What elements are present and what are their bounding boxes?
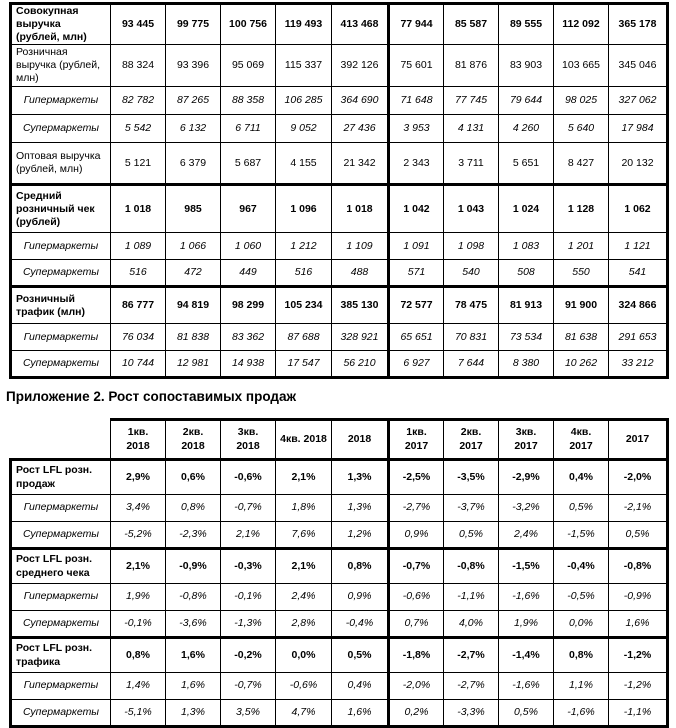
value-cell: 472 bbox=[166, 260, 221, 287]
value-cell: -2,3% bbox=[166, 522, 221, 549]
value-cell: 541 bbox=[609, 260, 668, 287]
table-row bbox=[11, 260, 668, 287]
value-cell: -3,3% bbox=[444, 700, 499, 727]
value-cell: 327 062 bbox=[609, 87, 668, 115]
value-cell: -1,6% bbox=[499, 673, 554, 700]
table-row bbox=[11, 185, 668, 233]
value-cell: 4 260 bbox=[499, 115, 554, 143]
value-cell: 98 025 bbox=[554, 87, 609, 115]
value-cell: 2,1% bbox=[276, 549, 332, 584]
value-cell: 1,3% bbox=[332, 460, 389, 495]
value-cell: -2,9% bbox=[499, 460, 554, 495]
value-cell: 0,9% bbox=[389, 522, 444, 549]
value-cell: -1,4% bbox=[499, 638, 554, 673]
value-cell: 4 155 bbox=[276, 143, 332, 185]
value-cell: 82 782 bbox=[111, 87, 166, 115]
value-cell: 9 052 bbox=[276, 115, 332, 143]
value-cell: -3,2% bbox=[499, 495, 554, 522]
value-cell: 345 046 bbox=[609, 45, 668, 87]
operating-results-table bbox=[9, 2, 669, 379]
value-cell: -0,2% bbox=[221, 638, 276, 673]
value-cell: 1 089 bbox=[111, 233, 166, 260]
value-cell: 1 042 bbox=[389, 185, 444, 233]
value-cell: 77 944 bbox=[389, 4, 444, 45]
value-cell: -2,7% bbox=[444, 673, 499, 700]
value-cell: -1,2% bbox=[609, 638, 668, 673]
value-cell: 21 342 bbox=[332, 143, 389, 185]
column-header: 1кв. 2017 bbox=[389, 420, 444, 460]
value-cell: -0,4% bbox=[554, 549, 609, 584]
value-cell: 7,6% bbox=[276, 522, 332, 549]
table-header-row bbox=[11, 420, 668, 460]
value-cell: 10 262 bbox=[554, 351, 609, 378]
value-cell: -1,6% bbox=[554, 700, 609, 727]
value-cell: 1 128 bbox=[554, 185, 609, 233]
column-header: 2018 bbox=[332, 420, 389, 460]
value-cell: -2,0% bbox=[389, 673, 444, 700]
value-cell: -0,6% bbox=[389, 584, 444, 611]
value-cell: -0,3% bbox=[221, 549, 276, 584]
value-cell: 93 396 bbox=[166, 45, 221, 87]
value-cell: -1,5% bbox=[499, 549, 554, 584]
value-cell: 2,4% bbox=[276, 584, 332, 611]
value-cell: -1,1% bbox=[609, 700, 668, 727]
table-row bbox=[11, 351, 668, 378]
column-header: 3кв. 2018 bbox=[221, 420, 276, 460]
table-row bbox=[11, 584, 668, 611]
value-cell: 1,9% bbox=[111, 584, 166, 611]
value-cell: 550 bbox=[554, 260, 609, 287]
value-cell: 328 921 bbox=[332, 324, 389, 351]
value-cell: -0,5% bbox=[554, 584, 609, 611]
value-cell: 6 132 bbox=[166, 115, 221, 143]
value-cell: -3,5% bbox=[444, 460, 499, 495]
value-cell: 115 337 bbox=[276, 45, 332, 87]
value-cell: 3,4% bbox=[111, 495, 166, 522]
value-cell: 12 981 bbox=[166, 351, 221, 378]
value-cell: 1 083 bbox=[499, 233, 554, 260]
value-cell: -5,1% bbox=[111, 700, 166, 727]
value-cell: 1,4% bbox=[111, 673, 166, 700]
value-cell: 1,9% bbox=[499, 611, 554, 638]
column-header: 4кв. 2017 bbox=[554, 420, 609, 460]
row-label: Супермаркеты bbox=[11, 700, 111, 727]
row-label: Гипермаркеты bbox=[11, 87, 111, 115]
value-cell: -0,6% bbox=[276, 673, 332, 700]
table-row bbox=[11, 324, 668, 351]
value-cell: 86 777 bbox=[111, 287, 166, 324]
value-cell: 103 665 bbox=[554, 45, 609, 87]
value-cell: -1,8% bbox=[389, 638, 444, 673]
table-row bbox=[11, 45, 668, 87]
value-cell: 2,1% bbox=[111, 549, 166, 584]
value-cell: 0,2% bbox=[389, 700, 444, 727]
value-cell: 0,8% bbox=[166, 495, 221, 522]
value-cell: 27 436 bbox=[332, 115, 389, 143]
value-cell: 488 bbox=[332, 260, 389, 287]
value-cell: -2,7% bbox=[444, 638, 499, 673]
value-cell: 5 687 bbox=[221, 143, 276, 185]
value-cell: 508 bbox=[499, 260, 554, 287]
value-cell: 1 096 bbox=[276, 185, 332, 233]
row-label: Супермаркеты bbox=[11, 522, 111, 549]
value-cell: 571 bbox=[389, 260, 444, 287]
value-cell: 392 126 bbox=[332, 45, 389, 87]
row-label: Рост LFL розн. среднего чека bbox=[11, 549, 111, 584]
table-row bbox=[11, 115, 668, 143]
value-cell: 1 066 bbox=[166, 233, 221, 260]
value-cell: -2,1% bbox=[609, 495, 668, 522]
value-cell: 0,6% bbox=[166, 460, 221, 495]
value-cell: 0,0% bbox=[554, 611, 609, 638]
value-cell: 6 711 bbox=[221, 115, 276, 143]
row-label: Рост LFL розн. трафика bbox=[11, 638, 111, 673]
value-cell: -0,8% bbox=[166, 584, 221, 611]
value-cell: 4 131 bbox=[444, 115, 499, 143]
value-cell: -0,6% bbox=[221, 460, 276, 495]
value-cell: 70 831 bbox=[444, 324, 499, 351]
value-cell: 87 265 bbox=[166, 87, 221, 115]
row-label: Гипермаркеты bbox=[11, 673, 111, 700]
table-row bbox=[11, 495, 668, 522]
value-cell: -1,1% bbox=[444, 584, 499, 611]
value-cell: -0,8% bbox=[609, 549, 668, 584]
value-cell: 3 711 bbox=[444, 143, 499, 185]
value-cell: 8 380 bbox=[499, 351, 554, 378]
column-header: 2017 bbox=[609, 420, 668, 460]
value-cell: 0,4% bbox=[554, 460, 609, 495]
value-cell: 4,7% bbox=[276, 700, 332, 727]
value-cell: 385 130 bbox=[332, 287, 389, 324]
table-row bbox=[11, 673, 668, 700]
value-cell: 20 132 bbox=[609, 143, 668, 185]
value-cell: 75 601 bbox=[389, 45, 444, 87]
value-cell: 95 069 bbox=[221, 45, 276, 87]
table-row bbox=[11, 611, 668, 638]
appendix-2-heading: Приложение 2. Рост сопоставимых продаж bbox=[6, 389, 297, 404]
value-cell: 73 534 bbox=[499, 324, 554, 351]
value-cell: 1 109 bbox=[332, 233, 389, 260]
row-label: Супермаркеты bbox=[11, 351, 111, 378]
value-cell: -0,9% bbox=[166, 549, 221, 584]
table-row bbox=[11, 87, 668, 115]
value-cell: 1,2% bbox=[332, 522, 389, 549]
table-row bbox=[11, 638, 668, 673]
value-cell: 0,8% bbox=[332, 549, 389, 584]
table-row bbox=[11, 143, 668, 185]
value-cell: 985 bbox=[166, 185, 221, 233]
table-row bbox=[11, 522, 668, 549]
value-cell: 88 324 bbox=[111, 45, 166, 87]
value-cell: 516 bbox=[111, 260, 166, 287]
column-header: 4кв. 2018 bbox=[276, 420, 332, 460]
value-cell: 100 756 bbox=[221, 4, 276, 45]
value-cell: 71 648 bbox=[389, 87, 444, 115]
value-cell: 1 121 bbox=[609, 233, 668, 260]
value-cell: -0,7% bbox=[389, 549, 444, 584]
value-cell: -5,2% bbox=[111, 522, 166, 549]
value-cell: 3 953 bbox=[389, 115, 444, 143]
row-label: Гипермаркеты bbox=[11, 324, 111, 351]
value-cell: -1,2% bbox=[609, 673, 668, 700]
row-label: Гипермаркеты bbox=[11, 495, 111, 522]
value-cell: 2,1% bbox=[276, 460, 332, 495]
value-cell: 17 984 bbox=[609, 115, 668, 143]
column-header: 1кв. 2018 bbox=[111, 420, 166, 460]
value-cell: -3,7% bbox=[444, 495, 499, 522]
row-label: Розничный трафик (млн) bbox=[11, 287, 111, 324]
value-cell: 0,4% bbox=[332, 673, 389, 700]
value-cell: 0,7% bbox=[389, 611, 444, 638]
value-cell: 1 062 bbox=[609, 185, 668, 233]
value-cell: 1,6% bbox=[166, 638, 221, 673]
value-cell: 0,5% bbox=[609, 522, 668, 549]
row-label: Гипермаркеты bbox=[11, 584, 111, 611]
value-cell: 0,5% bbox=[444, 522, 499, 549]
value-cell: -2,7% bbox=[389, 495, 444, 522]
header-empty-cell bbox=[11, 420, 111, 460]
value-cell: 1 091 bbox=[389, 233, 444, 260]
value-cell: 0,0% bbox=[276, 638, 332, 673]
value-cell: 81 838 bbox=[166, 324, 221, 351]
table-row bbox=[11, 287, 668, 324]
lfl-sales-table bbox=[9, 418, 669, 728]
value-cell: 540 bbox=[444, 260, 499, 287]
value-cell: 106 285 bbox=[276, 87, 332, 115]
value-cell: 0,9% bbox=[332, 584, 389, 611]
table-row bbox=[11, 549, 668, 584]
row-label: Совокупная выручка (рублей, млн) bbox=[11, 4, 111, 45]
value-cell: 0,8% bbox=[554, 638, 609, 673]
value-cell: -3,6% bbox=[166, 611, 221, 638]
value-cell: 1 018 bbox=[111, 185, 166, 233]
table-row bbox=[11, 700, 668, 727]
value-cell: 2,8% bbox=[276, 611, 332, 638]
value-cell: 112 092 bbox=[554, 4, 609, 45]
row-label: Рост LFL розн. продаж bbox=[11, 460, 111, 495]
value-cell: -0,8% bbox=[444, 549, 499, 584]
value-cell: 85 587 bbox=[444, 4, 499, 45]
row-label: Средний розничный чек (рублей) bbox=[11, 185, 111, 233]
value-cell: 65 651 bbox=[389, 324, 444, 351]
value-cell: -0,1% bbox=[111, 611, 166, 638]
value-cell: 91 900 bbox=[554, 287, 609, 324]
value-cell: -1,3% bbox=[221, 611, 276, 638]
value-cell: 1,3% bbox=[166, 700, 221, 727]
value-cell: 2,1% bbox=[221, 522, 276, 549]
value-cell: 364 690 bbox=[332, 87, 389, 115]
value-cell: 0,5% bbox=[499, 700, 554, 727]
value-cell: 0,5% bbox=[332, 638, 389, 673]
row-label: Супермаркеты bbox=[11, 115, 111, 143]
value-cell: 2,4% bbox=[499, 522, 554, 549]
value-cell: 76 034 bbox=[111, 324, 166, 351]
value-cell: 87 688 bbox=[276, 324, 332, 351]
value-cell: 1 018 bbox=[332, 185, 389, 233]
value-cell: 81 913 bbox=[499, 287, 554, 324]
value-cell: 1,1% bbox=[554, 673, 609, 700]
value-cell: 365 178 bbox=[609, 4, 668, 45]
row-label: Супермаркеты bbox=[11, 611, 111, 638]
value-cell: 1 043 bbox=[444, 185, 499, 233]
table-row bbox=[11, 4, 668, 45]
value-cell: 56 210 bbox=[332, 351, 389, 378]
value-cell: 5 640 bbox=[554, 115, 609, 143]
value-cell: 3,5% bbox=[221, 700, 276, 727]
value-cell: 72 577 bbox=[389, 287, 444, 324]
value-cell: 79 644 bbox=[499, 87, 554, 115]
value-cell: 516 bbox=[276, 260, 332, 287]
value-cell: 88 358 bbox=[221, 87, 276, 115]
value-cell: 14 938 bbox=[221, 351, 276, 378]
value-cell: 5 542 bbox=[111, 115, 166, 143]
value-cell: 2 343 bbox=[389, 143, 444, 185]
column-header: 3кв. 2017 bbox=[499, 420, 554, 460]
value-cell: 1 098 bbox=[444, 233, 499, 260]
row-label: Розничная выручка (рублей, млн) bbox=[11, 45, 111, 87]
value-cell: 8 427 bbox=[554, 143, 609, 185]
row-label: Гипермаркеты bbox=[11, 233, 111, 260]
value-cell: 967 bbox=[221, 185, 276, 233]
value-cell: 7 644 bbox=[444, 351, 499, 378]
value-cell: -1,6% bbox=[499, 584, 554, 611]
value-cell: 77 745 bbox=[444, 87, 499, 115]
value-cell: 413 468 bbox=[332, 4, 389, 45]
value-cell: 2,9% bbox=[111, 460, 166, 495]
value-cell: 6 379 bbox=[166, 143, 221, 185]
row-label: Оптовая выручка (рублей, млн) bbox=[11, 143, 111, 185]
value-cell: 98 299 bbox=[221, 287, 276, 324]
value-cell: 1,3% bbox=[332, 495, 389, 522]
value-cell: 6 927 bbox=[389, 351, 444, 378]
value-cell: 1 060 bbox=[221, 233, 276, 260]
value-cell: 5 121 bbox=[111, 143, 166, 185]
value-cell: 94 819 bbox=[166, 287, 221, 324]
column-header: 2кв. 2018 bbox=[166, 420, 221, 460]
value-cell: 119 493 bbox=[276, 4, 332, 45]
value-cell: 0,8% bbox=[111, 638, 166, 673]
value-cell: 1 024 bbox=[499, 185, 554, 233]
value-cell: 93 445 bbox=[111, 4, 166, 45]
value-cell: 449 bbox=[221, 260, 276, 287]
table-row bbox=[11, 460, 668, 495]
value-cell: 1,6% bbox=[166, 673, 221, 700]
value-cell: -0,1% bbox=[221, 584, 276, 611]
value-cell: 4,0% bbox=[444, 611, 499, 638]
value-cell: 5 651 bbox=[499, 143, 554, 185]
value-cell: 81 638 bbox=[554, 324, 609, 351]
value-cell: 1 201 bbox=[554, 233, 609, 260]
value-cell: 10 744 bbox=[111, 351, 166, 378]
value-cell: -2,0% bbox=[609, 460, 668, 495]
table-row bbox=[11, 233, 668, 260]
value-cell: -0,7% bbox=[221, 673, 276, 700]
value-cell: 89 555 bbox=[499, 4, 554, 45]
value-cell: 99 775 bbox=[166, 4, 221, 45]
value-cell: 1,6% bbox=[332, 700, 389, 727]
value-cell: -0,9% bbox=[609, 584, 668, 611]
value-cell: 83 903 bbox=[499, 45, 554, 87]
value-cell: 0,5% bbox=[554, 495, 609, 522]
value-cell: 105 234 bbox=[276, 287, 332, 324]
value-cell: 17 547 bbox=[276, 351, 332, 378]
value-cell: -2,5% bbox=[389, 460, 444, 495]
value-cell: 1,8% bbox=[276, 495, 332, 522]
value-cell: 83 362 bbox=[221, 324, 276, 351]
value-cell: 33 212 bbox=[609, 351, 668, 378]
value-cell: 1 212 bbox=[276, 233, 332, 260]
value-cell: -0,4% bbox=[332, 611, 389, 638]
column-header: 2кв. 2017 bbox=[444, 420, 499, 460]
row-label: Супермаркеты bbox=[11, 260, 111, 287]
value-cell: -0,7% bbox=[221, 495, 276, 522]
value-cell: 324 866 bbox=[609, 287, 668, 324]
value-cell: 291 653 bbox=[609, 324, 668, 351]
value-cell: 78 475 bbox=[444, 287, 499, 324]
value-cell: 81 876 bbox=[444, 45, 499, 87]
value-cell: 1,6% bbox=[609, 611, 668, 638]
value-cell: -1,5% bbox=[554, 522, 609, 549]
